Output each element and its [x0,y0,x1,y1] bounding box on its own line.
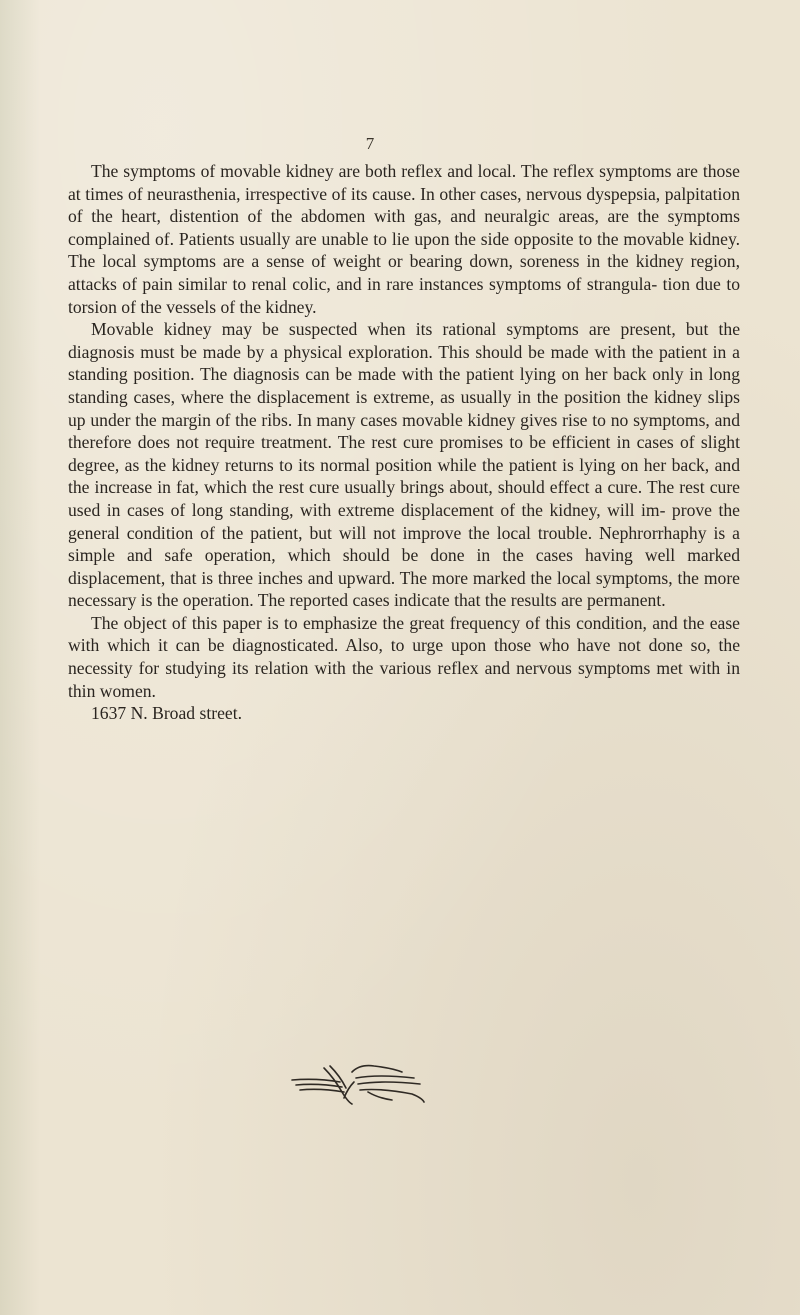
paragraph-symptoms: The symptoms of movable kidney are both reflex and local. The reflex symptoms are those at times of neurasthenia, irrespective of its cause. In other cases, nervous dyspepsia, palpitation of the heart, distention of the abdomen with gas, and neuralgic areas, are the symptoms complained of. Patients usually are unable to lie upon the side opposite to the movable kidney. The local symptoms are a sense of weight or bearing down, soreness in the kidney region, attacks of pain similar to renal colic, and in rare instances symptoms of strangula- tion due to torsion of the vessels of the kidney. [68,161,740,317]
decorative-flourish-icon [282,1058,432,1106]
page-number: 7 [365,134,375,153]
page-edge-shading [0,0,40,1315]
body-text [68,160,740,725]
author-address: 1637 N. Broad street. [91,703,242,724]
paragraph-object: The object of this paper is to emphasize the great frequency of this condition, and the ease with which it can be diagnosticated. Also, to urge upon those who have not done so, the necessity for studying its relation with the various reflex and nervous symptoms met with in thin women. [68,612,740,701]
paragraph-diagnosis-treatment: Movable kidney may be suspected when its rational symptoms are present, but the diagnosis must be made by a physical exploration. This should be made with the patient in a standing position. The diagnosis can be made with the patient lying on her back only in long standing cases, where the displacement is extreme, as usually in the position the kidney slips up under the margin of the ribs. In many cases movable kidney gives rise to no symptoms, and therefore does not require treatment. The rest cure promises to be efficient in cases of slight degree, as the kidney returns to its normal position while the patient is lying on her back, and the increase in fat, which the rest cure usually brings about, should effect a cure. The rest cure used in cases of long standing, with extreme displacement of the kidney, will im- prove the general condition of the patient, but will not improve the local trouble. Nephrorrhaphy is a simple and safe operation, which should be done in the cases having well marked displacement, that is three inches and upward. The more marked the local symptoms, the more necessary is the operation. The reported cases indicate that the results are permanent. [68,319,740,611]
